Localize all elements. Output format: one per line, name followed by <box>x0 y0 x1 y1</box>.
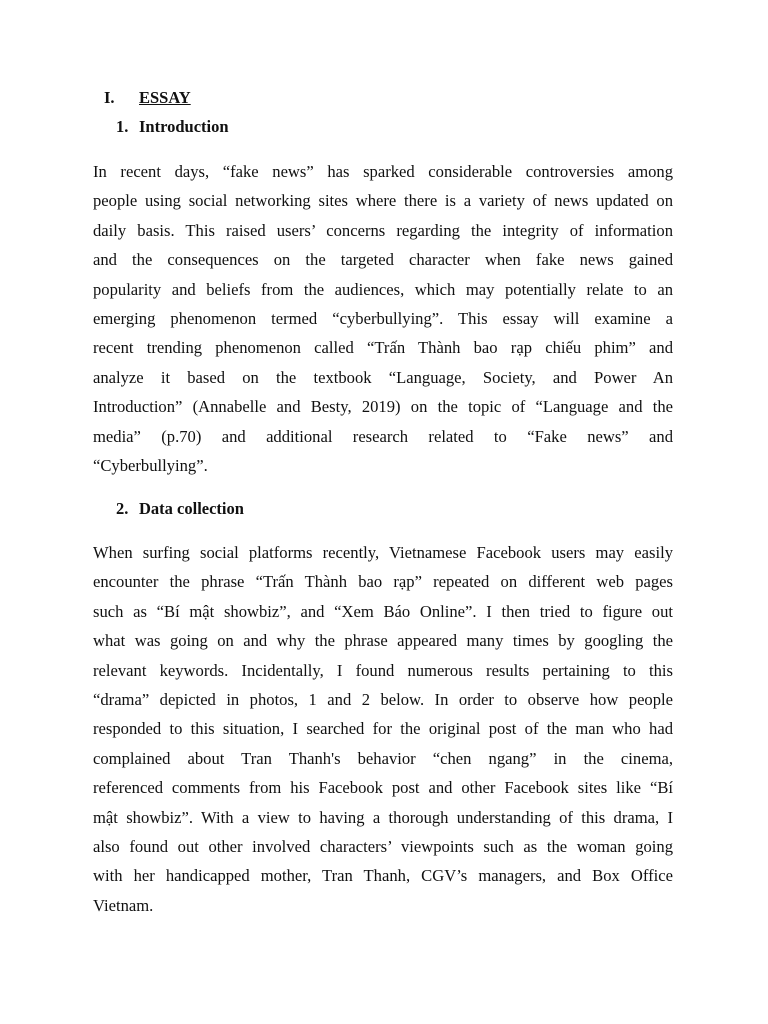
paragraph-line: When surfing social platforms recently, Vietnamese Facebook users may easily <box>93 543 673 562</box>
paragraph-line: responded to this situation, I searched for the original post of the man who had <box>93 719 673 739</box>
paragraph-line: encounter the phrase “Trấn Thành bao rạp” repeated on different web pages <box>93 572 673 592</box>
introduction-title: Introduction <box>139 117 229 136</box>
paragraph-line: mật showbiz”. With a view to having a thorough understanding of this drama, I <box>93 807 673 827</box>
paragraph-line: daily basis. This raised users’ concerns regarding the integrity of information <box>93 220 673 240</box>
data-collection-paragraph <box>93 538 673 920</box>
section-number: I. <box>104 88 115 107</box>
introduction-number: 1. <box>116 117 129 136</box>
paragraph-line: what was going on and why the phrase appeared many times by googling the <box>93 631 673 651</box>
paragraph-line: emerging phenomenon termed “cyberbullying”. This essay will examine a <box>93 308 673 328</box>
paragraph-line: In recent days, “fake news” has sparked considerable controversies among <box>93 162 673 181</box>
paragraph-line: recent trending phenomenon called “Trấn Thành bao rạp chiếu phim” and <box>93 338 673 358</box>
paragraph-line: referenced comments from his Facebook post and other Facebook sites like “Bí <box>93 778 673 798</box>
introduction-heading <box>116 115 229 139</box>
paragraph-line: relevant keywords. Incidentally, I found numerous results pertaining to this <box>93 660 673 680</box>
paragraph-line: complained about Tran Thanh's behavior “chen ngang” in the cinema, <box>93 748 673 768</box>
paragraph-line: Vietnam. <box>93 895 154 915</box>
paragraph-line: Introduction” (Annabelle and Besty, 2019) on the topic of “Language and the <box>93 397 673 417</box>
paragraph-line: “Cyberbullying”. <box>93 455 208 475</box>
section-heading <box>104 86 191 110</box>
paragraph-line: such as “Bí mật showbiz”, and “Xem Báo Online”. I then tried to figure out <box>93 601 673 621</box>
paragraph-line: “drama” depicted in photos, 1 and 2 below. In order to observe how people <box>93 689 673 709</box>
data-collection-number: 2. <box>116 499 129 518</box>
introduction-paragraph <box>93 157 673 480</box>
paragraph-line: popularity and beliefs from the audiences, which may potentially relate to an <box>93 279 673 299</box>
data-collection-heading <box>116 497 244 521</box>
paragraph-line: also found out other involved characters’ viewpoints such as the woman going <box>93 836 673 856</box>
paragraph-line: analyze it based on the textbook “Language, Society, and Power An <box>93 367 673 387</box>
paragraph-line: people using social networking sites where there is a variety of news updated on <box>93 191 673 211</box>
data-collection-title: Data collection <box>139 499 244 518</box>
section-title: ESSAY <box>139 88 191 107</box>
paragraph-line: media” (p.70) and additional research related to “Fake news” and <box>93 426 673 446</box>
paragraph-line: with her handicapped mother, Tran Thanh, CGV’s managers, and Box Office <box>93 866 673 886</box>
paragraph-line: and the consequences on the targeted character when fake news gained <box>93 250 673 270</box>
